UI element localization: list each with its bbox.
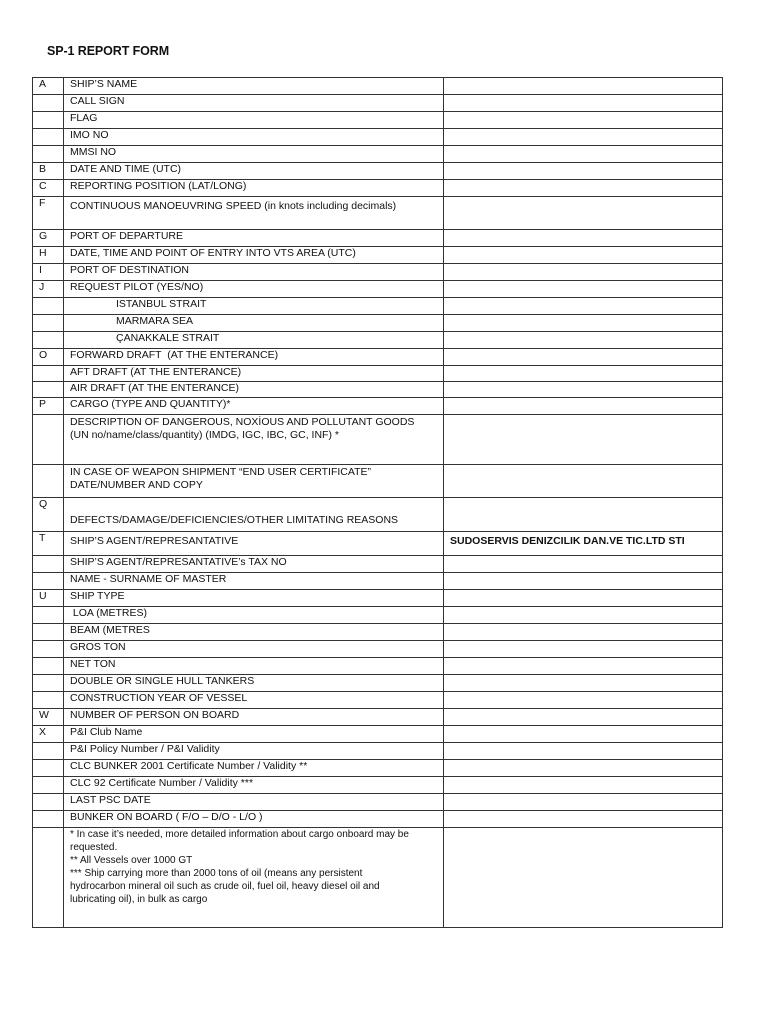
row-value-field[interactable] xyxy=(444,180,723,197)
row-label: CONTINUOUS MANOEUVRING SPEED (in knots including decimals) xyxy=(64,197,444,230)
row-value-field[interactable] xyxy=(444,726,723,743)
form-row xyxy=(33,590,723,607)
form-row xyxy=(33,415,723,465)
form-row xyxy=(33,532,723,556)
row-value-field[interactable] xyxy=(444,298,723,315)
row-label: DATE AND TIME (UTC) xyxy=(64,163,444,180)
row-code: O xyxy=(33,349,64,366)
row-code: B xyxy=(33,163,64,180)
row-code xyxy=(33,675,64,692)
row-value-field[interactable] xyxy=(444,675,723,692)
row-label: ÇANAKKALE STRAIT xyxy=(64,332,444,349)
row-code xyxy=(33,366,64,382)
footnote-line: lubricating oil), in bulk as cargo xyxy=(70,894,208,905)
row-code xyxy=(33,811,64,828)
row-code xyxy=(33,743,64,760)
row-label: SHIP’S AGENT/REPRESANTATIVE xyxy=(64,532,444,556)
form-row xyxy=(33,692,723,709)
row-code xyxy=(33,641,64,658)
row-label xyxy=(64,415,444,465)
row-value-field[interactable] xyxy=(444,415,723,465)
row-code xyxy=(33,465,64,498)
row-code: F xyxy=(33,197,64,230)
row-code: W xyxy=(33,709,64,726)
row-code: P xyxy=(33,398,64,415)
row-label: FLAG xyxy=(64,112,444,129)
form-row xyxy=(33,264,723,281)
form-row xyxy=(33,197,723,230)
form-row xyxy=(33,726,723,743)
form-row xyxy=(33,624,723,641)
notes-row xyxy=(33,828,723,928)
form-row xyxy=(33,315,723,332)
row-code xyxy=(33,298,64,315)
row-label-line: (UN no/name/class/quantity) (IMDG, IGC, IBC, GC, INF) * xyxy=(70,429,339,441)
row-code xyxy=(33,624,64,641)
row-label: REPORTING POSITION (LAT/LONG) xyxy=(64,180,444,197)
row-code xyxy=(33,658,64,675)
row-label: P&I Policy Number / P&I Validity xyxy=(64,743,444,760)
row-label-line: DATE/NUMBER AND COPY xyxy=(70,479,203,491)
form-row xyxy=(33,556,723,573)
row-label: DATE, TIME AND POINT OF ENTRY INTO VTS AREA (UTC) xyxy=(64,247,444,264)
row-code xyxy=(33,129,64,146)
form-row xyxy=(33,641,723,658)
row-label: P&I Club Name xyxy=(64,726,444,743)
row-value-field[interactable]: SUDOSERVIS DENIZCILIK DAN.VE TIC.LTD STI xyxy=(444,532,723,556)
footnote-line: *** Ship carrying more than 2000 tons of oil (means any persistent xyxy=(70,868,363,879)
row-code xyxy=(33,607,64,624)
row-value-field[interactable] xyxy=(444,197,723,230)
row-label xyxy=(64,465,444,498)
row-value-field[interactable] xyxy=(444,607,723,624)
row-label: DOUBLE OR SINGLE HULL TANKERS xyxy=(64,675,444,692)
form-row xyxy=(33,349,723,366)
row-value-field[interactable] xyxy=(444,498,723,532)
form-row xyxy=(33,573,723,590)
row-value-field[interactable] xyxy=(444,624,723,641)
report-form-table xyxy=(32,77,723,928)
row-value-field[interactable] xyxy=(444,709,723,726)
row-label-line xyxy=(70,501,443,514)
row-value-field[interactable] xyxy=(444,332,723,349)
row-value-field[interactable] xyxy=(444,112,723,129)
row-label xyxy=(64,498,444,532)
row-label: REQUEST PILOT (YES/NO) xyxy=(64,281,444,298)
form-row xyxy=(33,794,723,811)
form-row xyxy=(33,607,723,624)
row-label: IMO NO xyxy=(64,129,444,146)
row-code xyxy=(33,332,64,349)
row-label: CONSTRUCTION YEAR OF VESSEL xyxy=(64,692,444,709)
row-value-field[interactable] xyxy=(444,760,723,777)
form-row xyxy=(33,811,723,828)
form-row xyxy=(33,298,723,315)
row-code: G xyxy=(33,230,64,247)
row-code: A xyxy=(33,78,64,95)
row-code xyxy=(33,382,64,398)
form-row xyxy=(33,230,723,247)
form-row xyxy=(33,777,723,794)
row-code: J xyxy=(33,281,64,298)
row-code xyxy=(33,777,64,794)
row-label: PORT OF DESTINATION xyxy=(64,264,444,281)
form-row xyxy=(33,146,723,163)
form-row xyxy=(33,95,723,112)
row-value-field[interactable] xyxy=(444,281,723,298)
form-row xyxy=(33,366,723,382)
form-row xyxy=(33,163,723,180)
row-value-field[interactable] xyxy=(444,743,723,760)
footnote-line: hydrocarbon mineral oil such as crude oil, fuel oil, heavy diesel oil and xyxy=(70,881,380,892)
row-value-field[interactable] xyxy=(444,315,723,332)
row-value-field[interactable] xyxy=(444,78,723,95)
form-row xyxy=(33,112,723,129)
notes-value-cell xyxy=(444,828,723,928)
form-row xyxy=(33,465,723,498)
form-row xyxy=(33,332,723,349)
row-code: X xyxy=(33,726,64,743)
row-code: Q xyxy=(33,498,64,532)
row-code xyxy=(33,573,64,590)
row-value-field[interactable] xyxy=(444,398,723,415)
row-code: C xyxy=(33,180,64,197)
row-code: I xyxy=(33,264,64,281)
form-row xyxy=(33,247,723,264)
row-label: CLC BUNKER 2001 Certificate Number / Validity ** xyxy=(64,760,444,777)
row-label: BEAM (METRES xyxy=(64,624,444,641)
row-value-field[interactable] xyxy=(444,692,723,709)
row-value-field[interactable] xyxy=(444,556,723,573)
form-row xyxy=(33,675,723,692)
row-value-field[interactable] xyxy=(444,230,723,247)
row-value-field[interactable] xyxy=(444,658,723,675)
footnote-line: * In case it’s needed, more detailed information about cargo onboard may be xyxy=(70,829,409,840)
row-code xyxy=(33,556,64,573)
row-value-field[interactable] xyxy=(444,641,723,658)
row-value-field[interactable] xyxy=(444,349,723,366)
form-row xyxy=(33,398,723,415)
row-value-field[interactable] xyxy=(444,163,723,180)
form-row xyxy=(33,743,723,760)
footnotes xyxy=(64,828,444,928)
row-label: CLC 92 Certificate Number / Validity *** xyxy=(64,777,444,794)
row-value-field[interactable] xyxy=(444,573,723,590)
row-label: LOA (METRES) xyxy=(64,607,444,624)
row-value-field[interactable] xyxy=(444,811,723,828)
row-value-field[interactable] xyxy=(444,264,723,281)
row-label-line: DEFECTS/DAMAGE/DEFICIENCIES/OTHER LIMITATING REASONS xyxy=(70,514,399,526)
row-value-field[interactable] xyxy=(444,794,723,811)
row-code: T xyxy=(33,532,64,556)
row-label: NUMBER OF PERSON ON BOARD xyxy=(64,709,444,726)
row-label-line: IN CASE OF WEAPON SHIPMENT “END USER CERTIFICATE” xyxy=(70,466,372,478)
row-code: U xyxy=(33,590,64,607)
report-form-body xyxy=(33,78,723,928)
row-value-field[interactable] xyxy=(444,129,723,146)
row-label: MARMARA SEA xyxy=(64,315,444,332)
row-label: SHIP’S NAME xyxy=(64,78,444,95)
row-label: ISTANBUL STRAIT xyxy=(64,298,444,315)
row-value-field[interactable] xyxy=(444,465,723,498)
row-value-field[interactable] xyxy=(444,366,723,382)
row-code xyxy=(33,692,64,709)
row-label: FORWARD DRAFT (AT THE ENTERANCE) xyxy=(64,349,444,366)
form-row xyxy=(33,281,723,298)
row-value-field[interactable] xyxy=(444,247,723,264)
row-value-field[interactable] xyxy=(444,146,723,163)
form-row xyxy=(33,658,723,675)
row-label: NET TON xyxy=(64,658,444,675)
form-row xyxy=(33,78,723,95)
notes-code-cell xyxy=(33,828,64,928)
row-label: BUNKER ON BOARD ( F/O – D/O - L/O ) xyxy=(64,811,444,828)
row-label: MMSI NO xyxy=(64,146,444,163)
row-label: CARGO (TYPE AND QUANTITY)* xyxy=(64,398,444,415)
row-label: GROS TON xyxy=(64,641,444,658)
row-value-field[interactable] xyxy=(444,95,723,112)
row-code xyxy=(33,760,64,777)
row-value-field[interactable] xyxy=(444,777,723,794)
row-code xyxy=(33,415,64,465)
footnote-line: ** All Vessels over 1000 GT xyxy=(70,855,193,866)
row-label: NAME - SURNAME OF MASTER xyxy=(64,573,444,590)
row-code: H xyxy=(33,247,64,264)
row-label: PORT OF DEPARTURE xyxy=(64,230,444,247)
row-code xyxy=(33,112,64,129)
page-title: SP-1 REPORT FORM xyxy=(47,44,170,58)
row-code xyxy=(33,315,64,332)
row-label-line: DESCRIPTION OF DANGEROUS, NOXİOUS AND POLLUTANT GOODS xyxy=(70,416,415,428)
form-row xyxy=(33,498,723,532)
row-code xyxy=(33,146,64,163)
row-label: LAST PSC DATE xyxy=(64,794,444,811)
form-row xyxy=(33,129,723,146)
form-row xyxy=(33,760,723,777)
row-code xyxy=(33,95,64,112)
form-row xyxy=(33,709,723,726)
row-code xyxy=(33,794,64,811)
form-row xyxy=(33,180,723,197)
row-label: AFT DRAFT (AT THE ENTERANCE) xyxy=(64,366,444,382)
row-label: SHIP TYPE xyxy=(64,590,444,607)
row-label: CALL SIGN xyxy=(64,95,444,112)
row-value-field[interactable] xyxy=(444,590,723,607)
row-value-field[interactable] xyxy=(444,382,723,398)
form-row xyxy=(33,382,723,398)
footnote-line: requested. xyxy=(70,842,118,853)
row-label: AIR DRAFT (AT THE ENTERANCE) xyxy=(64,382,444,398)
row-label: SHIP’S AGENT/REPRESANTATIVE’s TAX NO xyxy=(64,556,444,573)
